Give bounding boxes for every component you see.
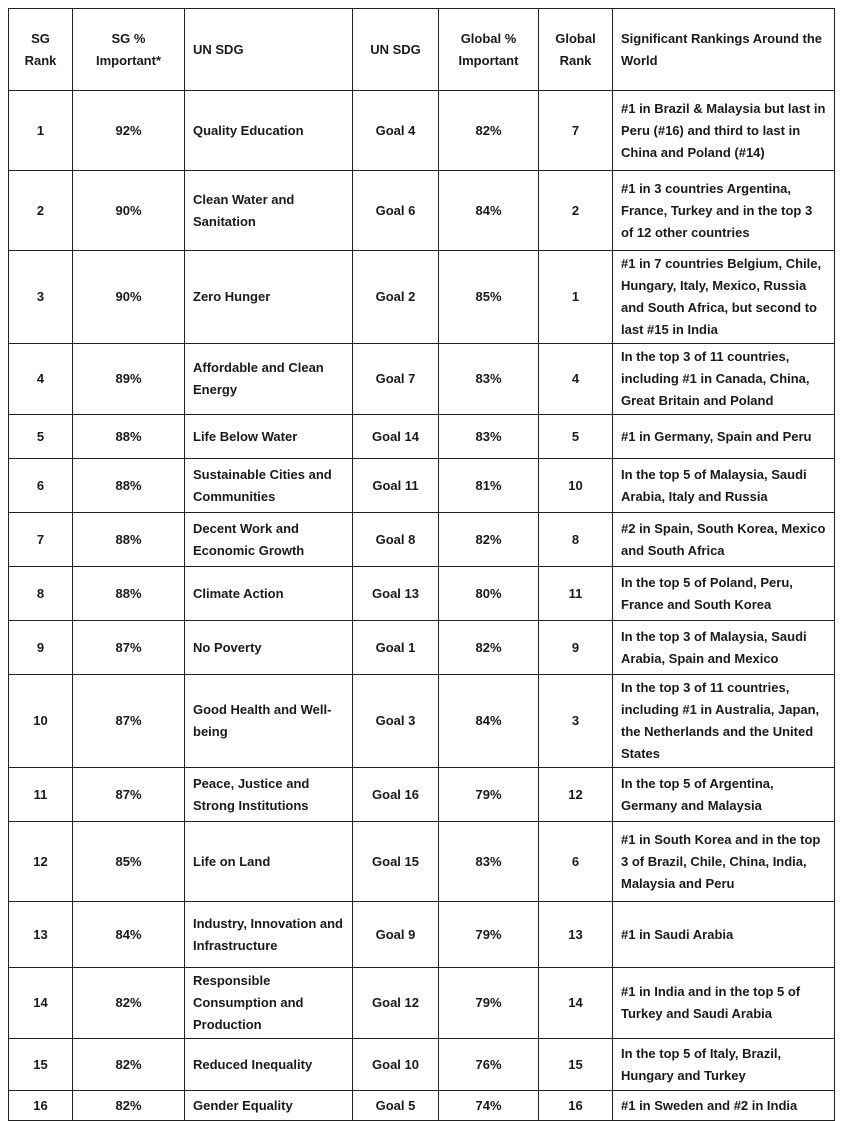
table-row: [9, 822, 835, 902]
cell-global-rank: 16: [539, 1091, 613, 1121]
table-row: [9, 675, 835, 768]
cell-global-rank: 15: [539, 1039, 613, 1091]
cell-sg-pct: 85%: [73, 822, 185, 902]
cell-sg-rank: 4: [9, 344, 73, 415]
cell-sdg-goal: Goal 14: [353, 415, 439, 459]
cell-global-pct: 82%: [439, 91, 539, 171]
cell-global-pct: 83%: [439, 344, 539, 415]
table-row: [9, 902, 835, 968]
table-body: [9, 91, 835, 1121]
cell-sdg-goal: Goal 6: [353, 171, 439, 251]
cell-significant-rankings: #1 in Sweden and #2 in India: [613, 1091, 835, 1121]
cell-global-pct: 84%: [439, 675, 539, 768]
cell-global-pct: 80%: [439, 567, 539, 621]
cell-sg-pct: 89%: [73, 344, 185, 415]
cell-significant-rankings: #1 in 7 countries Belgium, Chile, Hungary, Italy, Mexico, Russia and South Africa, but second to last #15 in India: [613, 251, 835, 344]
cell-significant-rankings: In the top 5 of Italy, Brazil, Hungary and Turkey: [613, 1039, 835, 1091]
cell-significant-rankings: #1 in Germany, Spain and Peru: [613, 415, 835, 459]
cell-sdg-name: Decent Work and Economic Growth: [185, 513, 353, 567]
table-row: [9, 1039, 835, 1091]
cell-sg-rank: 2: [9, 171, 73, 251]
cell-global-pct: 84%: [439, 171, 539, 251]
cell-sg-rank: 15: [9, 1039, 73, 1091]
header-sg-pct: SG % Important*: [73, 9, 185, 91]
cell-sdg-name: Quality Education: [185, 91, 353, 171]
cell-sg-pct: 82%: [73, 968, 185, 1039]
table-row: [9, 459, 835, 513]
cell-sdg-goal: Goal 8: [353, 513, 439, 567]
cell-global-pct: 83%: [439, 415, 539, 459]
cell-global-rank: 9: [539, 621, 613, 675]
sdg-rankings-table: [8, 8, 835, 1121]
cell-global-rank: 4: [539, 344, 613, 415]
cell-sdg-goal: Goal 9: [353, 902, 439, 968]
cell-significant-rankings: In the top 3 of 11 countries, including #1 in Canada, China, Great Britain and Poland: [613, 344, 835, 415]
cell-sg-pct: 88%: [73, 459, 185, 513]
table-row: [9, 968, 835, 1039]
cell-significant-rankings: In the top 3 of Malaysia, Saudi Arabia, Spain and Mexico: [613, 621, 835, 675]
header-un-sdg-goal: UN SDG: [353, 9, 439, 91]
cell-sg-pct: 82%: [73, 1039, 185, 1091]
cell-sg-pct: 82%: [73, 1091, 185, 1121]
table-row: [9, 415, 835, 459]
cell-sdg-name: Life on Land: [185, 822, 353, 902]
table-row: [9, 171, 835, 251]
header-global-pct: Global % Important: [439, 9, 539, 91]
table-row: [9, 768, 835, 822]
cell-sg-rank: 3: [9, 251, 73, 344]
header-global-rank: Global Rank: [539, 9, 613, 91]
sdg-rankings-table-wrapper: [8, 8, 835, 1121]
table-row: [9, 344, 835, 415]
cell-sg-pct: 92%: [73, 91, 185, 171]
cell-sg-rank: 8: [9, 567, 73, 621]
cell-significant-rankings: #1 in South Korea and in the top 3 of Brazil, Chile, China, India, Malaysia and Peru: [613, 822, 835, 902]
cell-sg-rank: 12: [9, 822, 73, 902]
cell-significant-rankings: In the top 3 of 11 countries, including #1 in Australia, Japan, the Netherlands and the United States: [613, 675, 835, 768]
cell-global-rank: 1: [539, 251, 613, 344]
table-row: [9, 251, 835, 344]
cell-sg-rank: 13: [9, 902, 73, 968]
cell-significant-rankings: #1 in 3 countries Argentina, France, Turkey and in the top 3 of 12 other countries: [613, 171, 835, 251]
cell-global-pct: 79%: [439, 902, 539, 968]
cell-sg-rank: 1: [9, 91, 73, 171]
cell-sdg-name: Life Below Water: [185, 415, 353, 459]
cell-sdg-name: Affordable and Clean Energy: [185, 344, 353, 415]
cell-sdg-goal: Goal 13: [353, 567, 439, 621]
cell-significant-rankings: #1 in India and in the top 5 of Turkey and Saudi Arabia: [613, 968, 835, 1039]
cell-sdg-goal: Goal 1: [353, 621, 439, 675]
cell-sdg-name: Responsible Consumption and Production: [185, 968, 353, 1039]
cell-sdg-name: Zero Hunger: [185, 251, 353, 344]
cell-global-pct: 85%: [439, 251, 539, 344]
cell-sg-pct: 90%: [73, 251, 185, 344]
cell-sdg-goal: Goal 7: [353, 344, 439, 415]
cell-significant-rankings: #1 in Brazil & Malaysia but last in Peru (#16) and third to last in China and Poland (#14): [613, 91, 835, 171]
cell-sg-rank: 11: [9, 768, 73, 822]
cell-sdg-goal: Goal 5: [353, 1091, 439, 1121]
cell-significant-rankings: In the top 5 of Argentina, Germany and Malaysia: [613, 768, 835, 822]
cell-significant-rankings: In the top 5 of Malaysia, Saudi Arabia, Italy and Russia: [613, 459, 835, 513]
cell-global-pct: 81%: [439, 459, 539, 513]
cell-global-rank: 14: [539, 968, 613, 1039]
cell-sdg-goal: Goal 4: [353, 91, 439, 171]
cell-sdg-goal: Goal 10: [353, 1039, 439, 1091]
cell-sdg-goal: Goal 2: [353, 251, 439, 344]
cell-global-rank: 11: [539, 567, 613, 621]
cell-global-pct: 79%: [439, 968, 539, 1039]
cell-global-rank: 13: [539, 902, 613, 968]
cell-sdg-name: Good Health and Well-being: [185, 675, 353, 768]
header-significant-rankings: Significant Rankings Around the World: [613, 9, 835, 91]
cell-sg-rank: 14: [9, 968, 73, 1039]
cell-global-pct: 76%: [439, 1039, 539, 1091]
cell-global-rank: 6: [539, 822, 613, 902]
cell-sdg-goal: Goal 3: [353, 675, 439, 768]
cell-sg-pct: 84%: [73, 902, 185, 968]
cell-sdg-name: Industry, Innovation and Infrastructure: [185, 902, 353, 968]
cell-sdg-goal: Goal 12: [353, 968, 439, 1039]
cell-significant-rankings: #2 in Spain, South Korea, Mexico and South Africa: [613, 513, 835, 567]
table-row: [9, 621, 835, 675]
cell-sdg-goal: Goal 15: [353, 822, 439, 902]
cell-sg-pct: 88%: [73, 513, 185, 567]
cell-sdg-name: No Poverty: [185, 621, 353, 675]
cell-global-rank: 12: [539, 768, 613, 822]
cell-sdg-name: Peace, Justice and Strong Institutions: [185, 768, 353, 822]
cell-sg-rank: 10: [9, 675, 73, 768]
cell-sg-pct: 88%: [73, 567, 185, 621]
cell-global-rank: 3: [539, 675, 613, 768]
cell-sg-rank: 5: [9, 415, 73, 459]
table-row: [9, 567, 835, 621]
cell-significant-rankings: #1 in Saudi Arabia: [613, 902, 835, 968]
cell-global-rank: 5: [539, 415, 613, 459]
cell-global-rank: 8: [539, 513, 613, 567]
cell-global-pct: 74%: [439, 1091, 539, 1121]
cell-global-pct: 82%: [439, 513, 539, 567]
cell-sdg-name: Climate Action: [185, 567, 353, 621]
cell-sdg-goal: Goal 16: [353, 768, 439, 822]
cell-sdg-name: Gender Equality: [185, 1091, 353, 1121]
cell-global-pct: 83%: [439, 822, 539, 902]
cell-sdg-name: Reduced Inequality: [185, 1039, 353, 1091]
header-sg-rank: SG Rank: [9, 9, 73, 91]
cell-sg-rank: 7: [9, 513, 73, 567]
cell-global-rank: 7: [539, 91, 613, 171]
table-row: [9, 1091, 835, 1121]
header-row: [9, 9, 835, 91]
cell-global-rank: 2: [539, 171, 613, 251]
cell-sg-pct: 87%: [73, 621, 185, 675]
cell-global-pct: 82%: [439, 621, 539, 675]
cell-sg-pct: 88%: [73, 415, 185, 459]
table-row: [9, 513, 835, 567]
cell-sg-rank: 9: [9, 621, 73, 675]
cell-sg-pct: 87%: [73, 768, 185, 822]
table-row: [9, 91, 835, 171]
cell-sdg-goal: Goal 11: [353, 459, 439, 513]
cell-sg-rank: 16: [9, 1091, 73, 1121]
cell-sg-pct: 87%: [73, 675, 185, 768]
cell-significant-rankings: In the top 5 of Poland, Peru, France and South Korea: [613, 567, 835, 621]
cell-global-rank: 10: [539, 459, 613, 513]
cell-sg-rank: 6: [9, 459, 73, 513]
cell-global-pct: 79%: [439, 768, 539, 822]
cell-sg-pct: 90%: [73, 171, 185, 251]
cell-sdg-name: Clean Water and Sanitation: [185, 171, 353, 251]
cell-sdg-name: Sustainable Cities and Communities: [185, 459, 353, 513]
header-un-sdg-name: UN SDG: [185, 9, 353, 91]
